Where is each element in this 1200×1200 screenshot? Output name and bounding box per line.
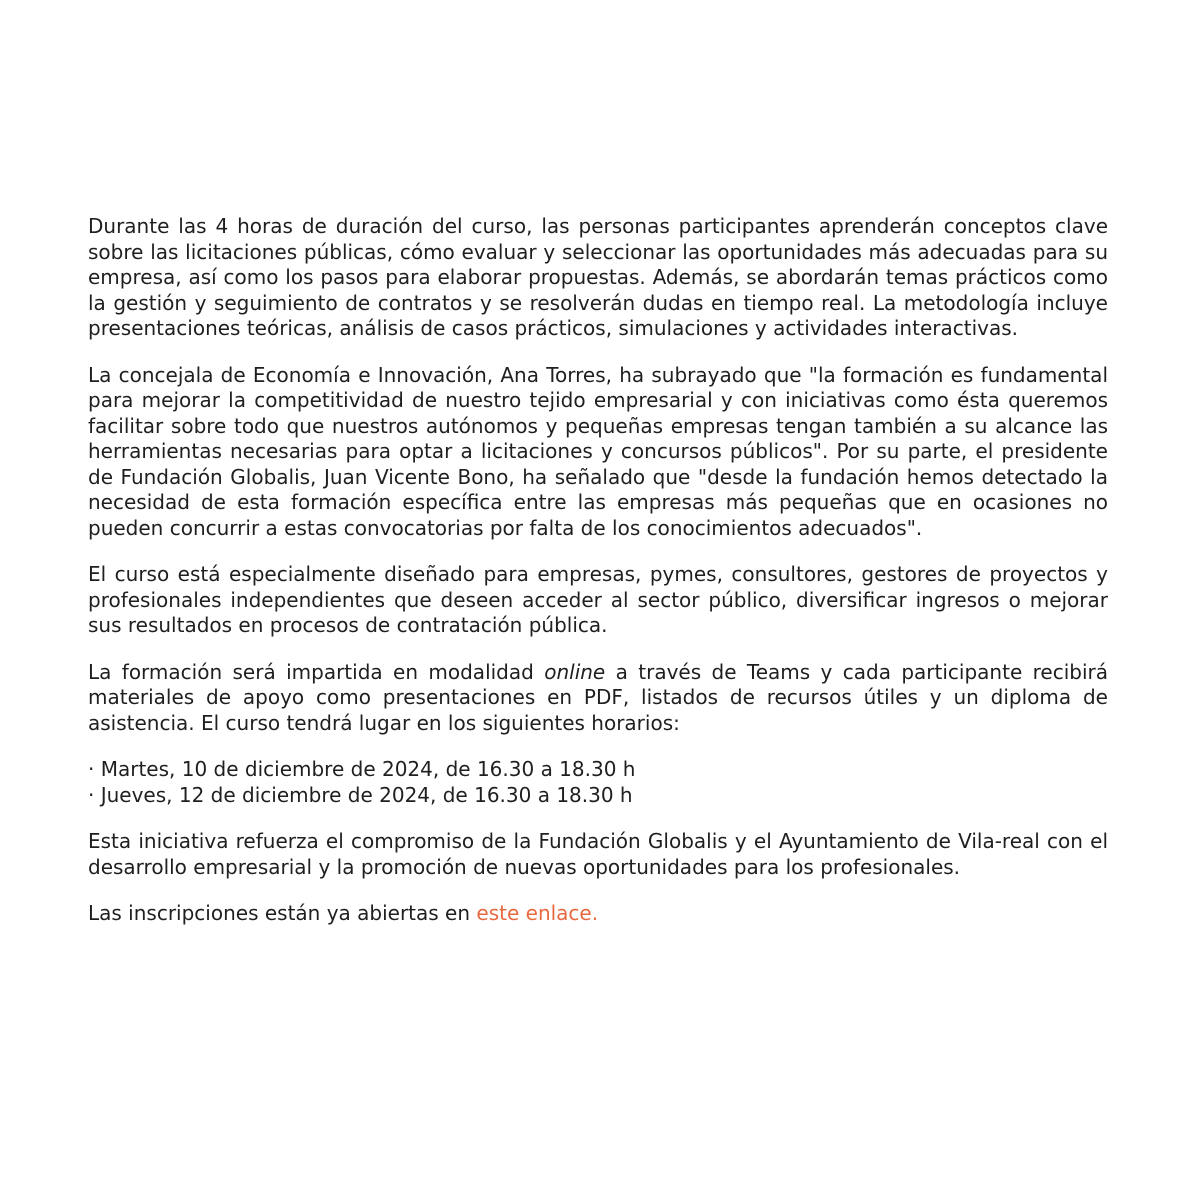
paragraph-quotes: La concejala de Economía e Innovación, Ana Torres, ha subrayado que "la formación es fundamental para mejorar la competitividad de nuestro tejido empresarial y con iniciativas como ésta queremos facilitar sobre todo que nuestros autónomos y pequeñas empresas tengan también a su alcance las herramientas necesarias para optar a licitaciones y concursos públicos". Por su parte, el presidente de Fundación Globalis, Juan Vicente Bono, ha señalado que "desde la fundación hemos detectado la necesidad de esta formación específica entre las empresas más pequeñas que en ocasiones no pueden concurrir a estas convocatorias por falta de los conocimientos adecuados". (88, 362, 1108, 540)
modality-text-before: La formación será impartida en modalidad (88, 659, 545, 684)
registration-link[interactable]: este enlace. (476, 901, 599, 925)
paragraph-registration (88, 901, 1108, 927)
schedule-item: · Jueves, 12 de diciembre de 2024, de 16.30 a 18.30 h (88, 782, 633, 807)
modality-online-emphasis: online (544, 659, 606, 684)
schedule-list (88, 757, 1108, 808)
modality-text-after: a través de Teams y cada participante recibirá materiales de apoyo como presentaciones en PDF, listados de recursos útiles y un diploma de asistencia. El curso tendrá lugar en los siguientes horarios: (88, 659, 1108, 735)
paragraph-modality (88, 660, 1108, 737)
article-body (88, 214, 1108, 948)
paragraph-commitment: Esta iniciativa refuerza el compromiso de la Fundación Globalis y el Ayuntamiento de Vila-real con el desarrollo empresarial y la promoción de nuevas oportunidades para los profesionales. (88, 829, 1108, 879)
schedule-item: · Martes, 10 de diciembre de 2024, de 16.30 a 18.30 h (88, 757, 636, 781)
paragraph-course-content: Durante las 4 horas de duración del curso, las personas participantes aprenderán conceptos clave sobre las licitaciones públicas, cómo evaluar y seleccionar las oportunidades más adecuadas para su empresa, así como los pasos para elaborar propuestas. Además, se abordarán temas prácticos como la gestión y seguimiento de contratos y se resolverán dudas en tiempo real. La metodología incluye presentaciones teóricas, análisis de casos prácticos, simulaciones y actividades interactivas. (88, 214, 1108, 340)
registration-text: Las inscripciones están ya abiertas en (88, 901, 477, 925)
paragraph-target-audience: El curso está especialmente diseñado para empresas, pymes, consultores, gestores de proyectos y profesionales independientes que deseen acceder al sector público, diversificar ingresos o mejorar sus resultados en procesos de contratación pública. (88, 562, 1108, 637)
